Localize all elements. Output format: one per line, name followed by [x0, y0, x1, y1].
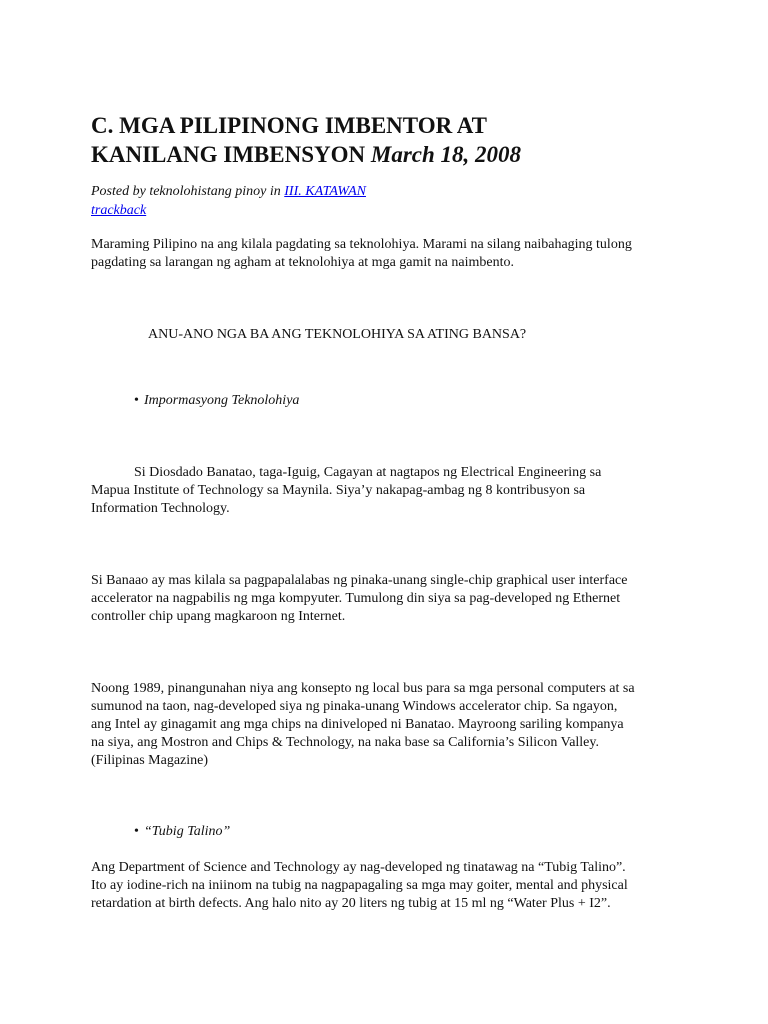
- bullet-label: “Tubig Talino”: [144, 824, 231, 839]
- paragraph-line: accelerator na nagpabilis ng mga kompyuter. Tumulong din siya sa pag-developed ng Ethernet: [91, 591, 621, 606]
- intro-line: pagdating sa larangan ng agham at teknolohiya at mga gamit na naimbento.: [91, 255, 514, 270]
- title-line-2: [91, 140, 711, 169]
- bullet-label: Impormasyong Teknolohiya: [144, 393, 300, 408]
- paragraph-banatao: [91, 464, 691, 518]
- paragraph-line: ang Intel ay ginagamit ang mga chips na diniveloped ni Banatao. Mayroong sariling kompanya: [91, 717, 624, 732]
- paragraph-line: Mapua Institute of Technology sa Maynila. Siya’y nakapag-ambag ng 8 kontribusyon sa: [91, 483, 586, 498]
- post-meta: [91, 182, 711, 220]
- paragraph-line: Information Technology.: [91, 501, 230, 516]
- bullet-icon: •: [134, 824, 139, 839]
- category-link[interactable]: III. KATAWAN: [284, 184, 366, 199]
- bullet-tubig-talino: [134, 823, 230, 841]
- paragraph-line: (Filipinas Magazine): [91, 753, 209, 768]
- paragraph-line: Noong 1989, pinangunahan niya ang konsepto ng local bus para sa mga personal computers at sa: [91, 681, 635, 696]
- posted-by-line: [91, 182, 711, 201]
- paragraph-line: [91, 464, 691, 482]
- paragraph-line: Ito ay iodine-rich na iniinom na tubig na nagpapagaling sa mga may goiter, mental and physical: [91, 878, 628, 893]
- trackback-link[interactable]: trackback: [91, 203, 147, 218]
- intro-paragraph: [91, 236, 691, 272]
- paragraph-line: Si Banaao ay mas kilala sa pagpapalalabas ng pinaka-unang single-chip graphical user interface: [91, 573, 628, 588]
- paragraph-line-text: Si Diosdado Banatao, taga-Iguig, Cagayan at nagtapos ng Electrical Engineering sa: [134, 465, 602, 480]
- trackback-line: [91, 201, 711, 220]
- paragraph-tubig-talino: [91, 859, 691, 913]
- paragraph-banaao: [91, 572, 691, 626]
- paragraph-line: sumunod na taon, nag-developed siya ng pinaka-unang Windows accelerator chip. Sa ngayon,: [91, 699, 618, 714]
- title-line-2-text: KANILANG IMBENSYON: [91, 142, 366, 167]
- page-title: [91, 111, 711, 169]
- paragraph-1989: [91, 680, 691, 770]
- bullet-icon: •: [134, 393, 139, 408]
- title-line-1: C. MGA PILIPINONG IMBENTOR AT: [91, 113, 487, 138]
- intro-line: Maraming Pilipino na ang kilala pagdating sa teknolohiya. Marami na silang naibahaging tulong: [91, 237, 632, 252]
- bullet-impormasyong-teknolohiya: [134, 392, 299, 410]
- paragraph-line: na siya, ang Mostron and Chips & Technology, na naka base sa California’s Silicon Valley.: [91, 735, 599, 750]
- paragraph-line: retardation at birth defects. Ang halo nito ay 20 liters ng tubig at 15 ml ng “Water Plus + I2”.: [91, 896, 611, 911]
- post-date: March 18, 2008: [370, 142, 522, 167]
- paragraph-line: controller chip upang magkaroon ng Internet.: [91, 609, 346, 624]
- posted-by-text: Posted by teknolohistang pinoy in: [91, 184, 281, 199]
- paragraph-line: Ang Department of Science and Technology ay nag-developed ng tinatawag na “Tubig Talino”.: [91, 860, 626, 875]
- section-heading: ANU-ANO NGA BA ANG TEKNOLOHIYA SA ATING BANSA?: [148, 327, 527, 342]
